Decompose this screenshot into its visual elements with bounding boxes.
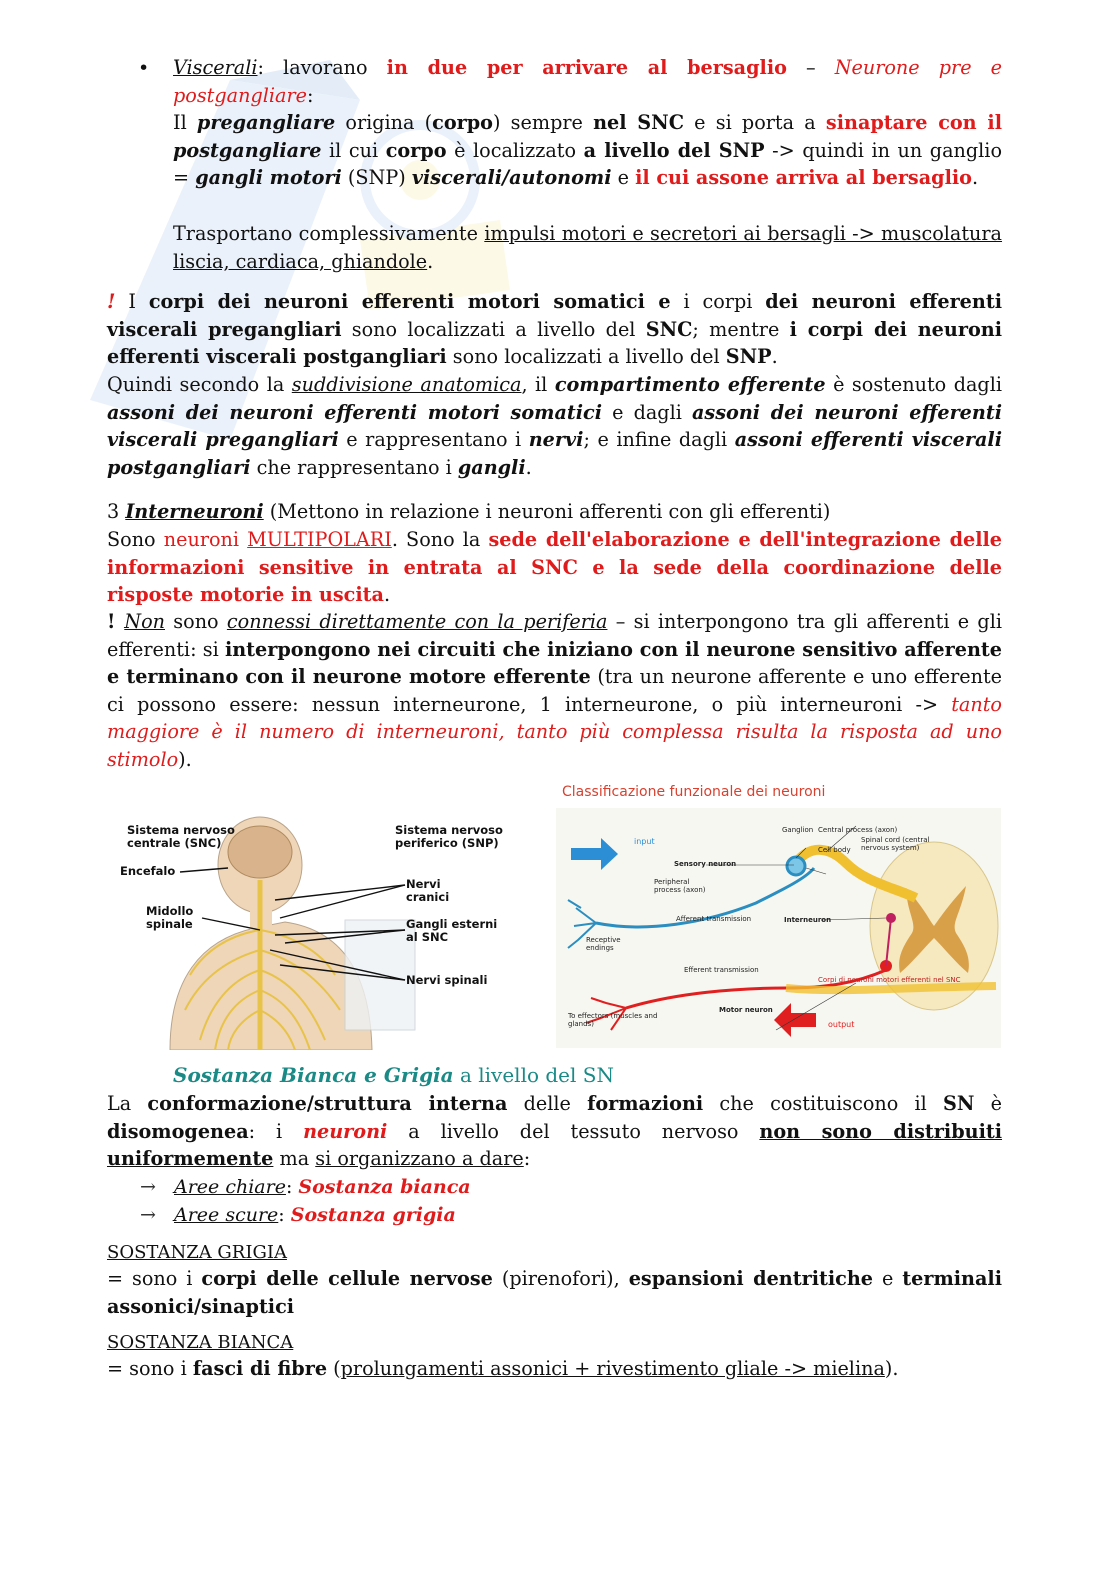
section-subtitle: a livello del SN: [453, 1063, 614, 1087]
label-encefalo: Encefalo: [120, 864, 176, 878]
label-corpi-neuroni: Corpi di neuroni motori efferenti nel SNC: [818, 976, 961, 984]
red-term: neuroni: [303, 1119, 388, 1143]
text: origina (: [335, 111, 433, 134]
text: e dagli: [602, 400, 692, 424]
red-term: Sostanza bianca: [298, 1176, 471, 1198]
term: corpo: [385, 138, 447, 162]
text: Sono: [107, 528, 164, 551]
list-item-aree-scure: [140, 1202, 456, 1229]
term: nel SNC: [593, 111, 684, 134]
sostanza-heading: [173, 1062, 1002, 1090]
interneuroni-note: [107, 608, 1002, 773]
term: corpi delle cellule nervose: [201, 1267, 493, 1290]
term: nervi: [528, 428, 584, 451]
text: . Sono la: [391, 528, 489, 551]
text: e rappresentano i: [338, 428, 529, 451]
term: corpi dei neuroni efferenti motori somatici e: [148, 290, 671, 313]
section-title: Sostanza Bianca e Grigia: [173, 1063, 454, 1087]
text: .: [771, 345, 778, 368]
neuron-classification-figure: [556, 778, 1001, 1048]
term: Aree scure: [174, 1204, 279, 1226]
exclamation-mark: !: [107, 610, 125, 633]
label-input: input: [634, 837, 655, 846]
text: che rappresentano i: [250, 455, 458, 479]
term: assoni dei neuroni efferenti viscerali pregangliari: [107, 400, 1002, 451]
text: = sono i: [107, 1267, 202, 1290]
label-output: output: [828, 1020, 855, 1029]
label-nervi-spinali: Nervi spinali: [406, 973, 488, 987]
text: –: [786, 56, 835, 79]
text: , il: [521, 373, 555, 396]
text: è sostenuto dagli: [825, 373, 1002, 396]
text: Quindi secondo la: [107, 373, 292, 396]
text: e: [611, 166, 636, 189]
term: pregangliare: [196, 111, 336, 134]
red-italic-text: tanto maggiore è il numero di interneuroni, tanto più complessa risulta la risposta ad uno stimolo: [107, 692, 1002, 771]
term-viscerali: Viscerali: [173, 56, 258, 79]
text: è localizzato: [446, 138, 584, 162]
label-spinal-cord: Spinal cord (central nervous system): [861, 836, 930, 852]
text: sono: [165, 610, 227, 633]
text: ; mentre: [692, 317, 790, 341]
text: : lavorano: [257, 56, 387, 79]
label-interneuron: Interneuron: [784, 916, 832, 924]
text: .: [971, 166, 979, 189]
text: : i: [248, 1119, 304, 1143]
text: delle: [507, 1092, 588, 1115]
text: è: [974, 1092, 1002, 1115]
red-italic-text: Neurone pre e postgangliare: [173, 56, 1002, 107]
text: il cui: [321, 138, 386, 162]
text: (Mettono in relazione i neuroni afferenti con gli efferenti): [263, 500, 831, 523]
term: Aree chiare: [174, 1176, 286, 1198]
interneuroni-definition: [107, 526, 1002, 609]
text: ).: [884, 1357, 899, 1380]
term: i corpi dei neuroni efferenti viscerali postgangliari: [107, 317, 1002, 368]
label-nervi-cranici: Nervi cranici: [406, 877, 450, 904]
sostanza-bianca-definition: [107, 1355, 1002, 1383]
red-underlined-text: MULTIPOLARI: [247, 528, 392, 551]
text: ma: [273, 1147, 316, 1170]
term: espansioni dentritiche: [628, 1267, 873, 1290]
underlined-text: si organizzano a dare: [315, 1147, 524, 1170]
term: conformazione/struttura interna: [147, 1092, 508, 1115]
label-effectors: To effectors (muscles and glands): [568, 1012, 658, 1028]
label-central-process: Central process (axon): [818, 826, 898, 834]
text: a livello del tessuto nervoso: [387, 1119, 760, 1143]
viscerali-description: [173, 109, 1002, 192]
term: suddivisione anatomica: [291, 373, 522, 396]
text: Trasportano complessivamente: [173, 222, 485, 245]
text: :: [285, 1176, 299, 1198]
text: I: [115, 290, 149, 313]
term: gangli: [457, 455, 526, 479]
viscerali-transport: [173, 220, 1002, 275]
nervous-system-figure: [110, 810, 530, 1050]
term: assoni dei neuroni efferenti motori somatici: [107, 400, 603, 424]
text: = sono i: [107, 1357, 193, 1380]
viscerali-intro: [173, 54, 1002, 109]
note-efferent-bodies: [107, 288, 1002, 371]
sostanza-grigia-definition: [107, 1265, 1002, 1320]
label-afferent: Afferent transmission: [676, 915, 752, 923]
term: Non: [124, 610, 165, 633]
section-number: 3: [107, 500, 126, 523]
term: non sono distribuiti uniformemente: [107, 1119, 1003, 1170]
figure-title: Classificazione funzionale dei neuroni: [562, 784, 826, 800]
term: SNP: [725, 345, 772, 368]
text: che costituiscono il: [703, 1092, 944, 1115]
text: .: [525, 455, 532, 479]
list-item-aree-chiare: [140, 1174, 471, 1201]
label-ganglion: Ganglion: [782, 826, 814, 834]
term: postgangliare: [173, 138, 322, 162]
arrow-icon: →: [140, 1176, 156, 1198]
label-receptive-endings: Receptive endings: [586, 936, 621, 952]
text: :: [278, 1204, 291, 1226]
text: (tra un neurone afferente e uno efferente ci possono essere: nessun interneurone, 1 interneurone, o più interneuroni ->: [107, 665, 1003, 716]
heading-sostanza-bianca: SOSTANZA BIANCA: [107, 1332, 294, 1353]
interneuroni-heading: [107, 498, 1002, 526]
text: sono localizzati a livello del: [341, 317, 646, 341]
term: viscerali/autonomi: [411, 166, 612, 189]
text: – si interpongono tra gli afferenti e gli efferenti: si: [107, 610, 1002, 661]
label-motor-neuron: Motor neuron: [719, 1006, 773, 1014]
emph-text: sede dell'elaborazione e dell'integrazione delle informazioni sensitive in entrata al SNC e la sede della coordinazione delle risposte motorie in uscita: [107, 528, 1002, 606]
label-midollo: Midollo spinale: [146, 904, 194, 931]
label-peripheral-process: Peripheral process (axon): [654, 878, 706, 894]
red-term: Sostanza grigia: [290, 1204, 456, 1226]
term: fasci di fibre: [192, 1357, 328, 1380]
text: La: [107, 1092, 148, 1115]
text: Il: [173, 111, 197, 134]
term: a livello del SNP: [583, 138, 765, 162]
term: dei neuroni efferenti viscerali pregangliari: [107, 290, 1002, 341]
text: (: [327, 1357, 341, 1380]
term: SNC: [645, 317, 693, 341]
term: corpo: [432, 111, 493, 134]
text: e si porta a: [683, 111, 826, 134]
exclamation-mark: !: [107, 290, 116, 313]
label-snc: Sistema nervoso centrale (SNC): [127, 823, 235, 850]
term: connessi direttamente con la periferia: [226, 610, 608, 633]
bullet: •: [138, 57, 150, 79]
text: ; e infine dagli: [583, 428, 735, 451]
text: :: [523, 1147, 531, 1170]
red-text: neuroni: [163, 528, 248, 551]
label-gangli-esterni: Gangli esterni al SNC: [406, 917, 498, 944]
heading-sostanza-grigia: SOSTANZA GRIGIA: [107, 1242, 287, 1263]
section-title: Interneuroni: [125, 500, 264, 523]
text: :: [307, 83, 314, 107]
text: e: [873, 1267, 903, 1290]
text: sono localizzati a livello del: [446, 345, 726, 368]
term: gangli motori: [195, 166, 342, 189]
emph-text: sinaptare con il: [825, 111, 1002, 134]
text: ) sempre: [492, 111, 594, 134]
term: formazioni: [587, 1092, 704, 1115]
label-sensory-neuron: Sensory neuron: [674, 860, 737, 868]
text: i corpi: [670, 290, 766, 313]
label-efferent: Efferent transmission: [684, 966, 759, 974]
text: (pirenofori),: [492, 1267, 629, 1290]
term: assoni efferenti viscerali postgangliari: [107, 428, 1002, 479]
text: -> quindi in un ganglio =: [173, 138, 1002, 189]
sostanza-paragraph: [107, 1090, 1002, 1173]
label-snp: Sistema nervoso periferico (SNP): [395, 823, 503, 850]
term: compartimento efferente: [554, 373, 826, 396]
emph-text: il cui assone arriva al bersaglio: [635, 166, 972, 189]
text: ).: [178, 747, 192, 771]
underlined-text: impulsi motori e secretori ai bersagli -> muscolatura liscia, cardiaca, ghiandole: [173, 222, 1003, 273]
anatomical-subdivision-paragraph: [107, 371, 1002, 481]
arrow-icon: →: [140, 1204, 156, 1226]
text: .: [427, 249, 434, 273]
term: interpongono nei circuiti che iniziano con il neurone sensitivo afferente e terminano con il neurone motore efferente: [107, 637, 1002, 688]
term: SN: [943, 1092, 975, 1115]
text: (SNP): [341, 166, 412, 189]
term: disomogenea: [107, 1119, 249, 1143]
label-cell-body: Cell body: [818, 846, 851, 854]
underlined-text: prolungamenti assonici + rivestimento gliale -> mielina: [340, 1357, 885, 1380]
emph-text: in due per arrivare al bersaglio: [386, 56, 787, 79]
term: terminali assonici/sinaptici: [107, 1267, 1003, 1318]
text: .: [383, 583, 391, 606]
